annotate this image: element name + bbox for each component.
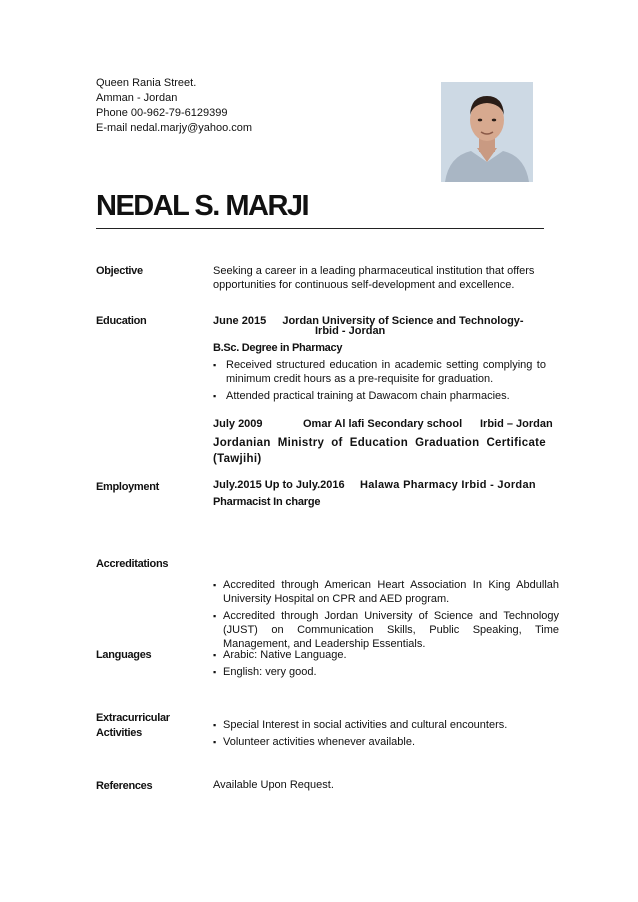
employment-label: Employment — [96, 481, 160, 493]
candidate-name: NEDAL S. MARJI — [96, 190, 309, 222]
accreditation-bullet: ▪ Accredited through Jordan University of Science and Technology (JUST) on Communication Skills, Public Speaking, Time Management, and Leadership Essentials. — [213, 609, 559, 651]
education-label: Education — [96, 315, 147, 327]
header-divider — [96, 228, 544, 229]
school-date: July 2009 — [213, 418, 263, 430]
references-text: Available Upon Request. — [213, 779, 334, 791]
contact-email: E-mail nedal.marjy@yahoo.com — [96, 122, 253, 134]
university-location: Irbid - Jordan — [315, 325, 386, 337]
contact-block — [96, 76, 252, 136]
degree-title: B.Sc. Degree in Pharmacy — [213, 342, 343, 354]
extracurricular-bullets — [213, 718, 546, 752]
references-label: References — [96, 780, 153, 792]
extracurricular-label-line1: Extracurricular — [96, 712, 170, 724]
school-certificate: Jordanian Ministry of Education Graduation Certificate (Tawjihi) — [213, 437, 546, 465]
extracurricular-bullet: ▪ Volunteer activities whenever available. — [213, 735, 546, 749]
objective-text: Seeking a career in a leading pharmaceutical institution that offers opportunities for continuous self-development and excellence. — [213, 265, 535, 291]
contact-phone: Phone 00-962-79-6129399 — [96, 107, 228, 119]
accreditation-bullet: ▪ Accredited through American Heart Association In King Abdullah University Hospital on CPR and AED program. — [213, 578, 559, 606]
employment-dates: July.2015 Up to July.2016 — [213, 479, 345, 491]
employment-employer: Halawa Pharmacy Irbid - Jordan — [360, 479, 536, 491]
extracurricular-label — [96, 711, 170, 741]
school-location: Irbid – Jordan — [480, 418, 553, 430]
accreditations-bullets — [213, 578, 559, 654]
university-name: Jordan University of Science and Technology- — [282, 315, 524, 327]
contact-city: Amman - Jordan — [96, 92, 178, 104]
education-bullet: ▪ Received structured education in academic setting complying to minimum credit hours as a pre-requisite for graduation. — [213, 358, 546, 386]
extracurricular-label-line2: Activities — [96, 727, 142, 739]
profile-photo — [441, 82, 533, 182]
school-name: Omar Al lafi Secondary school — [303, 418, 463, 430]
objective-label: Objective — [96, 265, 143, 277]
accreditations-label: Accreditations — [96, 558, 169, 570]
language-bullet: ▪ Arabic: Native Language. — [213, 648, 546, 662]
education-bullets — [213, 358, 546, 406]
language-bullet: ▪ English: very good. — [213, 665, 546, 679]
employment-role: Pharmacist In charge — [213, 496, 321, 508]
contact-street: Queen Rania Street. — [96, 77, 197, 89]
university-date: June 2015 — [213, 315, 267, 327]
languages-bullets — [213, 648, 546, 682]
languages-label: Languages — [96, 649, 152, 661]
extracurricular-bullet: ▪ Special Interest in social activities and cultural encounters. — [213, 718, 546, 732]
education-bullet: ▪ Attended practical training at Dawacom chain pharmacies. — [213, 389, 546, 403]
